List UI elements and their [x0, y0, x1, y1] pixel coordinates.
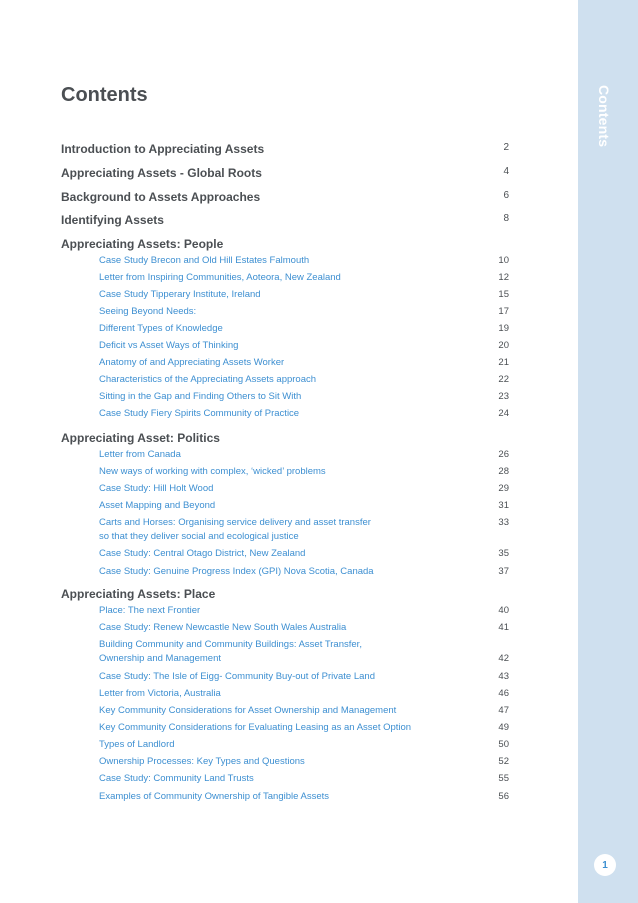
page-title: Contents	[61, 84, 148, 106]
toc-subentry-page: 22	[498, 374, 509, 385]
toc-entry-page: 4	[503, 166, 509, 177]
toc-subentry-page: 49	[498, 722, 509, 733]
toc-entry[interactable]	[61, 213, 509, 227]
toc-subentry-page: 19	[498, 323, 509, 334]
toc-subentry-label: Ownership Processes: Key Types and Questions	[99, 756, 305, 767]
toc-subentry[interactable]	[99, 516, 509, 544]
toc-entry-label: Appreciating Assets - Global Roots	[61, 166, 262, 180]
toc-subentry-page: 20	[498, 340, 509, 351]
toc-subentry[interactable]	[99, 305, 509, 319]
toc-subentry[interactable]	[99, 373, 509, 387]
toc-subentry[interactable]	[99, 339, 509, 353]
toc-subentry[interactable]	[99, 687, 509, 701]
toc-subentry-page: 31	[498, 500, 509, 511]
toc-subentry-label: Case Study Fiery Spirits Community of Practice	[99, 408, 300, 419]
toc-subentry-page: 17	[498, 306, 509, 317]
toc-subentry-label: Key Community Considerations for Evaluating Leasing as an Asset Option	[99, 722, 412, 733]
section-heading-politics: Appreciating Asset: Politics	[61, 431, 220, 445]
toc-subentry-label: Different Types of Knowledge	[99, 323, 223, 334]
toc-subentry[interactable]	[99, 390, 509, 404]
toc-subentry-label: Anatomy of and Appreciating Assets Worker	[99, 357, 285, 368]
toc-subentry-page: 46	[498, 688, 509, 699]
toc-subentry[interactable]	[99, 604, 509, 618]
toc-subentry-label: Case Study: The Isle of Eigg- Community Buy-out of Private Land	[99, 671, 375, 682]
toc-entry-label: Background to Assets Approaches	[61, 190, 261, 204]
side-tab-label: Contents	[596, 85, 612, 148]
toc-subentry-label: Case Study: Central Otago District, New Zealand	[99, 548, 306, 559]
toc-subentry-label: Characteristics of the Appreciating Assets approach	[99, 374, 317, 385]
toc-subentry[interactable]	[99, 407, 509, 421]
toc-subentry-label: Key Community Considerations for Asset Ownership and Management	[99, 705, 397, 716]
toc-subentry-label: Letter from Inspiring Communities, Aoteora, New Zealand	[99, 272, 341, 283]
toc-subentry-page: 41	[498, 622, 509, 633]
toc-subentry[interactable]	[99, 755, 509, 769]
toc-subentry-page: 29	[498, 483, 509, 494]
toc-subentry[interactable]	[99, 271, 509, 285]
toc-subentry-page: 37	[498, 566, 509, 577]
section-heading-people: Appreciating Assets: People	[61, 237, 224, 251]
toc-subentry-page: 24	[498, 408, 509, 419]
toc-entry-page: 8	[503, 213, 509, 224]
toc-subentry-page: 10	[498, 255, 509, 266]
toc-subentry[interactable]	[99, 356, 509, 370]
toc-subentry[interactable]	[99, 721, 509, 735]
toc-subentry[interactable]	[99, 638, 509, 666]
toc-subentry-page: 35	[498, 548, 509, 559]
toc-entry[interactable]	[61, 190, 509, 204]
toc-subentry[interactable]	[99, 790, 509, 804]
toc-subentry-label: Deficit vs Asset Ways of Thinking	[99, 340, 239, 351]
toc-subentry-page: 56	[498, 791, 509, 802]
toc-subentry-label: Letter from Canada	[99, 449, 181, 460]
toc-subentry[interactable]	[99, 621, 509, 635]
toc-subentry-label: Case Study Brecon and Old Hill Estates Falmouth	[99, 255, 310, 266]
toc-subentry-label: Case Study Tipperary Institute, Ireland	[99, 289, 261, 300]
toc-subentry-label: Examples of Community Ownership of Tangible Assets	[99, 791, 330, 802]
toc-entry[interactable]	[61, 166, 509, 180]
toc-subentry[interactable]	[99, 499, 509, 513]
toc-subentry-page: 47	[498, 705, 509, 716]
toc-subentry-page: 23	[498, 391, 509, 402]
toc-subentry-label: Asset Mapping and Beyond	[99, 500, 216, 511]
toc-subentry-label: Case Study: Genuine Progress Index (GPI) Nova Scotia, Canada	[99, 566, 374, 577]
toc-subentry[interactable]	[99, 738, 509, 752]
toc-subentry[interactable]	[99, 547, 509, 561]
toc-subentry-page: 12	[498, 272, 509, 283]
toc-subentry-page: 52	[498, 756, 509, 767]
toc-subentry-label: Carts and Horses: Organising service delivery and asset transfer	[99, 517, 371, 528]
toc-subentry-page: 43	[498, 671, 509, 682]
toc-subentry[interactable]	[99, 670, 509, 684]
toc-subentry-page: 15	[498, 289, 509, 300]
toc-subentry[interactable]	[99, 565, 509, 579]
toc-subentry-label: Seeing Beyond Needs:	[99, 306, 197, 317]
toc-subentry[interactable]	[99, 448, 509, 462]
toc-entry-page: 6	[503, 190, 509, 201]
toc-subentry[interactable]	[99, 254, 509, 268]
page-number-badge: 1	[594, 854, 616, 876]
toc-subentry[interactable]	[99, 288, 509, 302]
toc-subentry-label: Letter from Victoria, Australia	[99, 688, 221, 699]
toc-subentry-label: Types of Landlord	[99, 739, 175, 750]
toc-subentry[interactable]	[99, 772, 509, 786]
toc-subentry-page: 55	[498, 773, 509, 784]
toc-subentry-page: 42	[498, 653, 509, 664]
toc-entry-label: Identifying Assets	[61, 213, 164, 227]
section-heading-place: Appreciating Assets: Place	[61, 587, 216, 601]
toc-subentry-label: Building Community and Community Buildings: Asset Transfer,	[99, 639, 362, 650]
toc-subentry-page: 40	[498, 605, 509, 616]
toc-entry[interactable]	[61, 142, 509, 156]
toc-subentry-label: Place: The next Frontier	[99, 605, 201, 616]
toc-entry-page: 2	[503, 142, 509, 153]
toc-subentry-label-cont: Ownership and Management	[99, 653, 221, 664]
toc-subentry[interactable]	[99, 465, 509, 479]
toc-subentry-label: New ways of working with complex, ‘wicked’ problems	[99, 466, 326, 477]
toc-subentry-label: Case Study: Community Land Trusts	[99, 773, 254, 784]
toc-subentry-page: 28	[498, 466, 509, 477]
toc-subentry-label: Sitting in the Gap and Finding Others to Sit With	[99, 391, 302, 402]
toc-subentry-label: Case Study: Hill Holt Wood	[99, 483, 214, 494]
toc-subentry-page: 21	[498, 357, 509, 368]
toc-subentry[interactable]	[99, 482, 509, 496]
toc-subentry-page: 33	[498, 517, 509, 528]
toc-entry-label: Introduction to Appreciating Assets	[61, 142, 265, 156]
toc-subentry-label-cont: so that they deliver social and ecological justice	[99, 531, 299, 542]
toc-subentry-page: 26	[498, 449, 509, 460]
toc-subentry[interactable]	[99, 322, 509, 336]
toc-subentry[interactable]	[99, 704, 509, 718]
toc-subentry-page: 50	[498, 739, 509, 750]
toc-subentry-label: Case Study: Renew Newcastle New South Wales Australia	[99, 622, 347, 633]
